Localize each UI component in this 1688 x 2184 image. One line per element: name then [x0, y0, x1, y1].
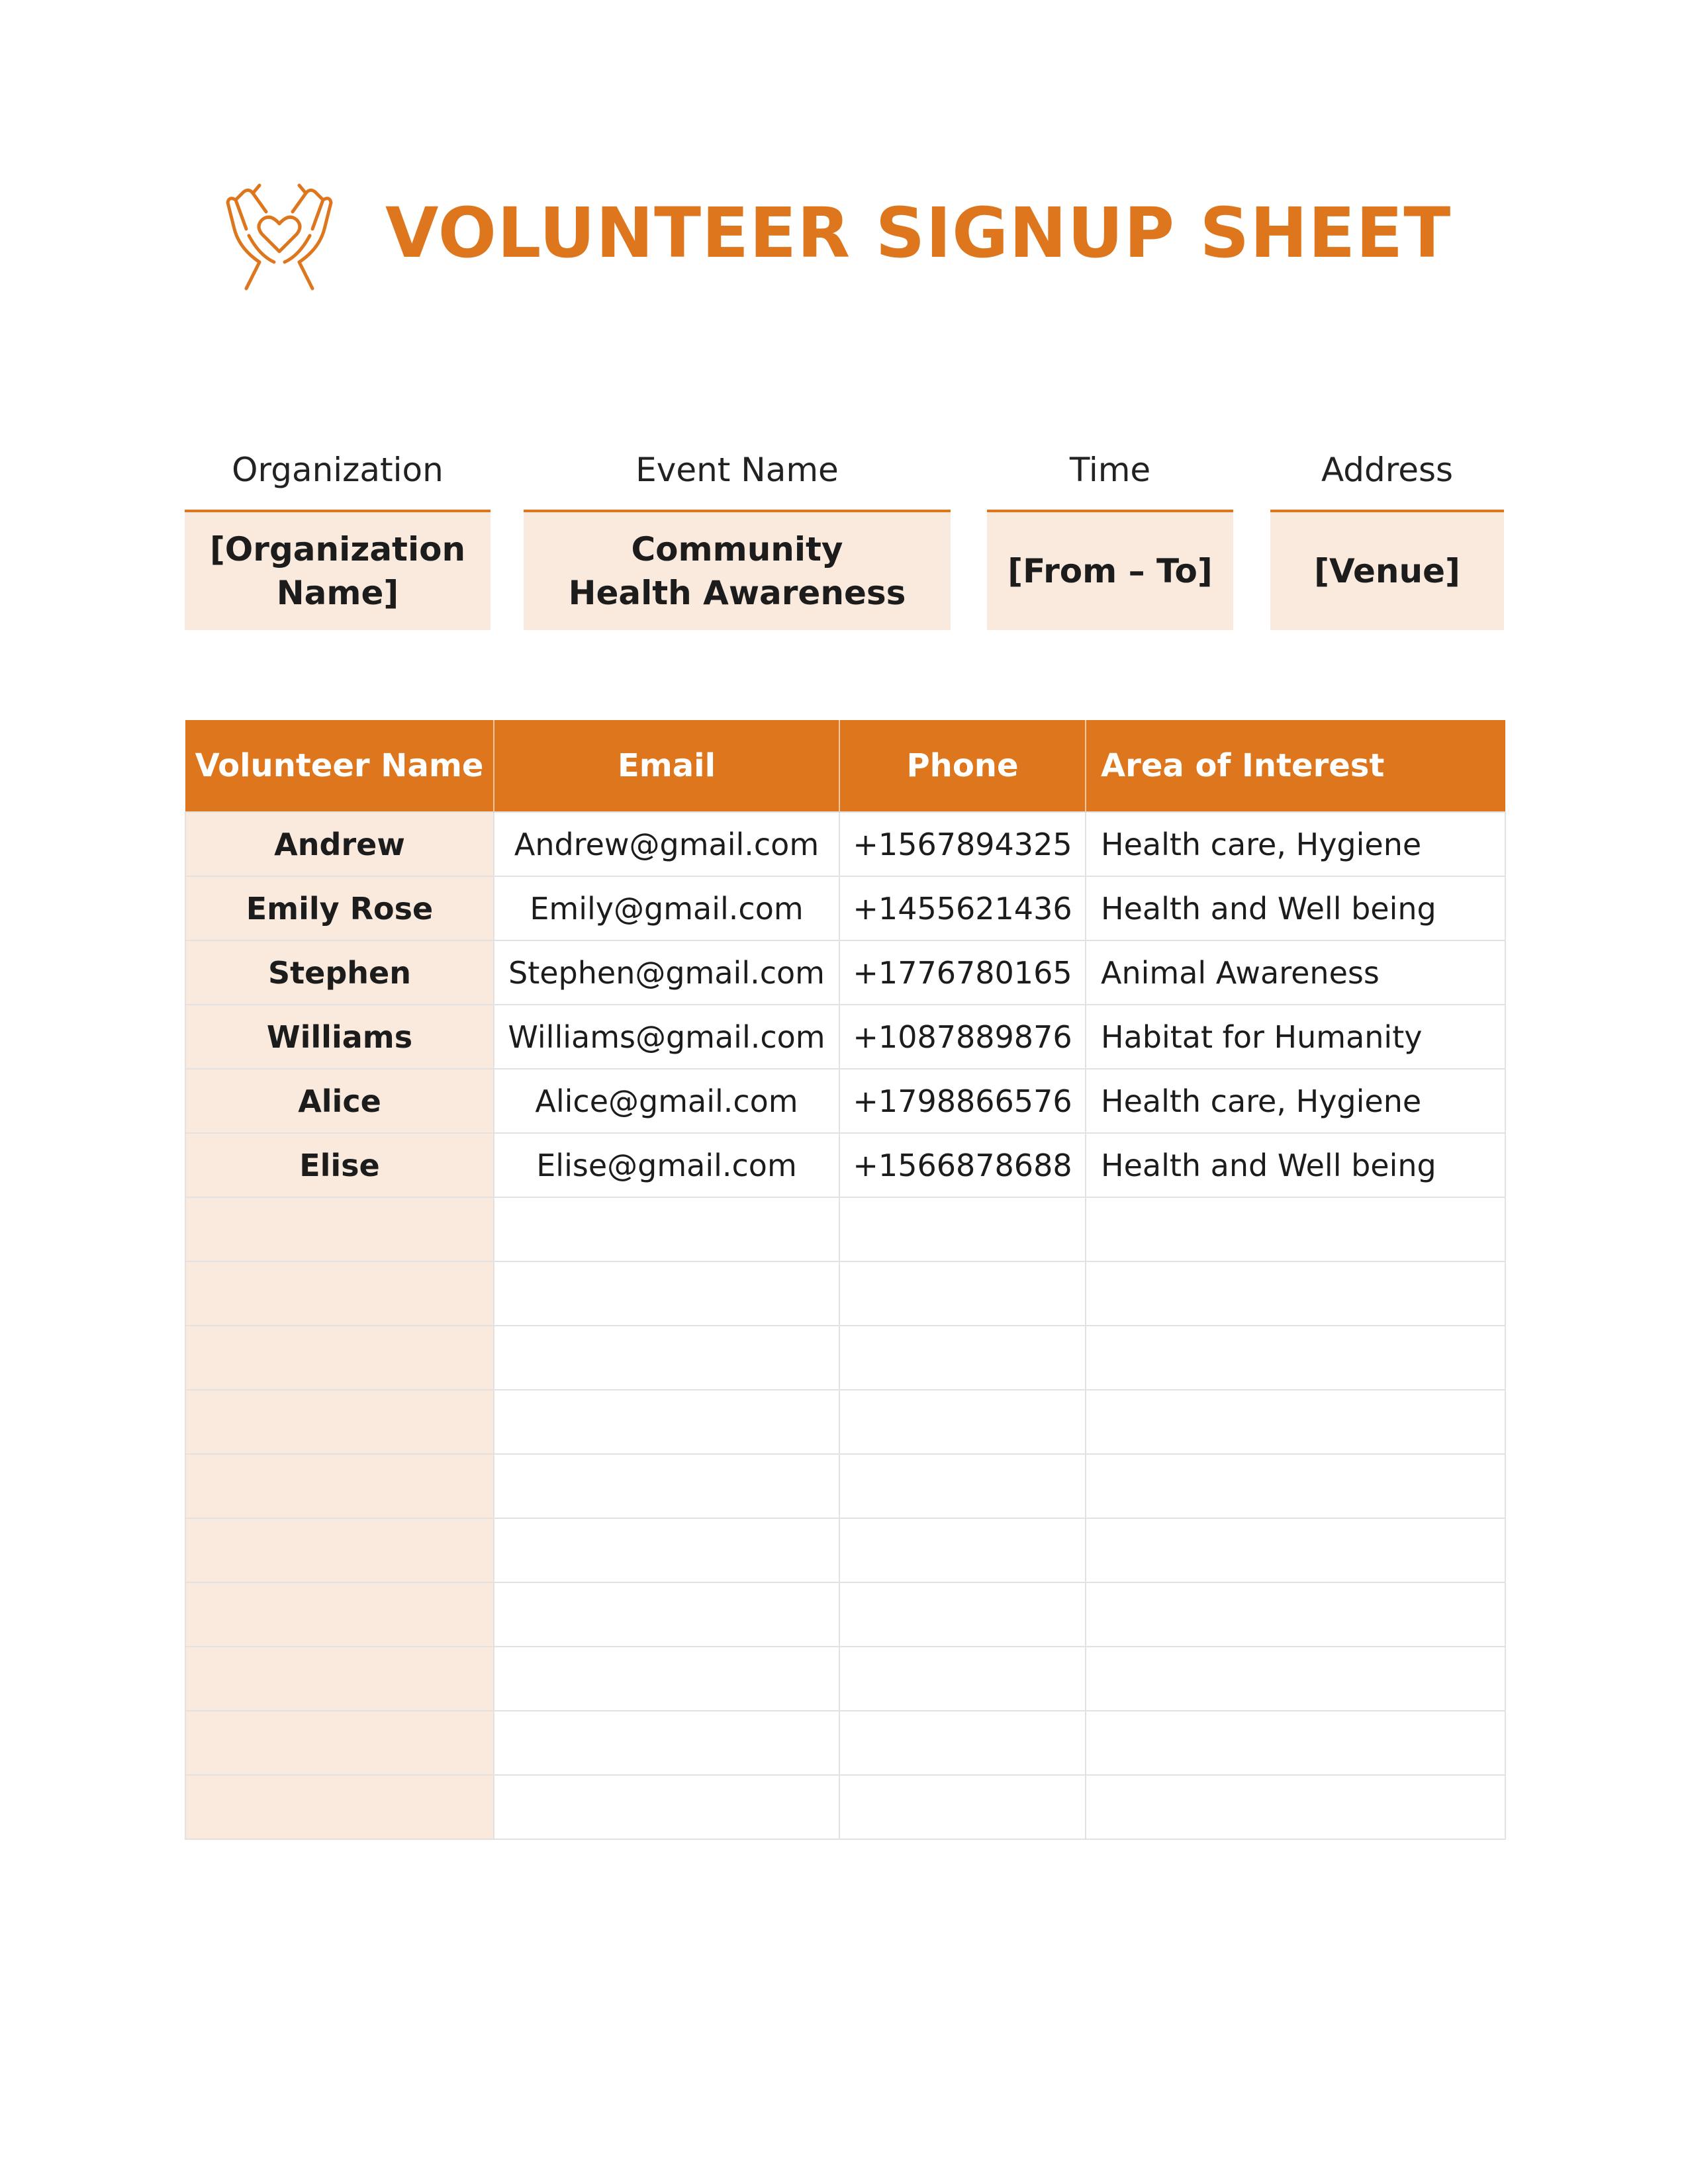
table-row: [185, 1133, 1505, 1197]
table-row: [185, 812, 1505, 876]
cell-email[interactable]: [494, 1775, 839, 1839]
cell-area-of-interest[interactable]: Health and Well being: [1086, 876, 1505, 940]
info-value-line: [Venue]: [1314, 552, 1460, 590]
cell-volunteer-name[interactable]: Stephen: [185, 940, 494, 1005]
cell-email[interactable]: [494, 1390, 839, 1454]
cell-phone[interactable]: +1798866576: [839, 1069, 1086, 1133]
cell-email[interactable]: [494, 1197, 839, 1261]
cell-area-of-interest[interactable]: [1086, 1326, 1505, 1390]
cell-phone[interactable]: [839, 1454, 1086, 1518]
cell-area-of-interest[interactable]: [1086, 1390, 1505, 1454]
cell-email[interactable]: Stephen@gmail.com: [494, 940, 839, 1005]
cell-phone[interactable]: [839, 1390, 1086, 1454]
column-header-email: Email: [494, 720, 839, 812]
table-row: [185, 876, 1505, 940]
cell-volunteer-name[interactable]: [185, 1775, 494, 1839]
cell-volunteer-name[interactable]: Elise: [185, 1133, 494, 1197]
column-header-area-of-interest: Area of Interest: [1086, 720, 1505, 812]
cell-volunteer-name[interactable]: [185, 1711, 494, 1775]
cell-area-of-interest[interactable]: [1086, 1775, 1505, 1839]
cell-phone[interactable]: [839, 1711, 1086, 1775]
info-event-name: [524, 430, 951, 630]
cell-volunteer-name[interactable]: Alice: [185, 1069, 494, 1133]
cell-area-of-interest[interactable]: [1086, 1261, 1505, 1326]
cell-phone[interactable]: [839, 1582, 1086, 1647]
cell-volunteer-name[interactable]: [185, 1518, 494, 1582]
cell-area-of-interest[interactable]: Animal Awareness: [1086, 940, 1505, 1005]
volunteer-table: [185, 720, 1506, 1840]
table-row: [185, 1390, 1505, 1454]
cell-area-of-interest[interactable]: [1086, 1582, 1505, 1647]
info-value-line: Health Awareness: [568, 574, 906, 612]
cell-phone[interactable]: [839, 1197, 1086, 1261]
table-header-row: [185, 720, 1505, 812]
cell-phone[interactable]: +1567894325: [839, 812, 1086, 876]
info-label: Event Name: [524, 430, 951, 512]
cell-area-of-interest[interactable]: [1086, 1518, 1505, 1582]
table-row: [185, 940, 1505, 1005]
cell-area-of-interest[interactable]: Health care, Hygiene: [1086, 1069, 1505, 1133]
info-label: Time: [987, 430, 1233, 512]
info-value[interactable]: [185, 512, 491, 630]
cell-email[interactable]: Emily@gmail.com: [494, 876, 839, 940]
cell-email[interactable]: [494, 1711, 839, 1775]
info-time: [987, 430, 1233, 630]
cell-volunteer-name[interactable]: [185, 1582, 494, 1647]
table-row: [185, 1197, 1505, 1261]
info-value[interactable]: [987, 512, 1233, 630]
info-value-line: [From – To]: [1008, 552, 1213, 590]
cell-phone[interactable]: [839, 1261, 1086, 1326]
cell-volunteer-name[interactable]: [185, 1197, 494, 1261]
info-label: Address: [1270, 430, 1504, 512]
table-row: [185, 1261, 1505, 1326]
cell-volunteer-name[interactable]: [185, 1326, 494, 1390]
cell-phone[interactable]: [839, 1326, 1086, 1390]
cell-volunteer-name[interactable]: [185, 1454, 494, 1518]
cell-volunteer-name[interactable]: [185, 1647, 494, 1711]
cell-phone[interactable]: +1087889876: [839, 1005, 1086, 1069]
table-row: [185, 1647, 1505, 1711]
table-row: [185, 1454, 1505, 1518]
table-row: [185, 1518, 1505, 1582]
cell-email[interactable]: Elise@gmail.com: [494, 1133, 839, 1197]
hands-heart-icon: [220, 183, 339, 295]
info-label: Organization: [185, 430, 491, 512]
cell-phone[interactable]: [839, 1518, 1086, 1582]
cell-email[interactable]: Andrew@gmail.com: [494, 812, 839, 876]
cell-volunteer-name[interactable]: [185, 1261, 494, 1326]
cell-area-of-interest[interactable]: Health and Well being: [1086, 1133, 1505, 1197]
cell-email[interactable]: [494, 1647, 839, 1711]
table-row: [185, 1005, 1505, 1069]
cell-phone[interactable]: +1776780165: [839, 940, 1086, 1005]
cell-area-of-interest[interactable]: [1086, 1197, 1505, 1261]
table-row: [185, 1069, 1505, 1133]
cell-phone[interactable]: +1455621436: [839, 876, 1086, 940]
cell-area-of-interest[interactable]: [1086, 1454, 1505, 1518]
cell-email[interactable]: Alice@gmail.com: [494, 1069, 839, 1133]
cell-email[interactable]: [494, 1518, 839, 1582]
cell-area-of-interest[interactable]: [1086, 1711, 1505, 1775]
column-header-phone: Phone: [839, 720, 1086, 812]
cell-area-of-interest[interactable]: Health care, Hygiene: [1086, 812, 1505, 876]
cell-volunteer-name[interactable]: Emily Rose: [185, 876, 494, 940]
header: [220, 183, 339, 295]
cell-area-of-interest[interactable]: Habitat for Humanity: [1086, 1005, 1505, 1069]
info-value-line: Name]: [276, 574, 399, 612]
info-value[interactable]: [524, 512, 951, 630]
table-row: [185, 1582, 1505, 1647]
event-info: [0, 430, 1688, 642]
page-title: VOLUNTEER SIGNUP SHEET: [385, 193, 1452, 273]
info-address: [1270, 430, 1504, 630]
cell-volunteer-name[interactable]: Andrew: [185, 812, 494, 876]
table-row: [185, 1326, 1505, 1390]
cell-email[interactable]: [494, 1582, 839, 1647]
table-row: [185, 1711, 1505, 1775]
cell-email[interactable]: [494, 1326, 839, 1390]
info-value[interactable]: [1270, 512, 1504, 630]
table-row: [185, 1775, 1505, 1839]
cell-volunteer-name[interactable]: [185, 1390, 494, 1454]
cell-email[interactable]: Williams@gmail.com: [494, 1005, 839, 1069]
info-organization: [185, 430, 491, 630]
cell-phone[interactable]: +1566878688: [839, 1133, 1086, 1197]
info-value-line: [Organization: [209, 530, 466, 569]
cell-phone[interactable]: [839, 1775, 1086, 1839]
cell-area-of-interest[interactable]: [1086, 1647, 1505, 1711]
cell-volunteer-name[interactable]: Williams: [185, 1005, 494, 1069]
cell-email[interactable]: [494, 1261, 839, 1326]
column-header-volunteer-name: Volunteer Name: [185, 720, 494, 812]
cell-email[interactable]: [494, 1454, 839, 1518]
info-value-line: Community: [631, 530, 843, 569]
cell-phone[interactable]: [839, 1647, 1086, 1711]
